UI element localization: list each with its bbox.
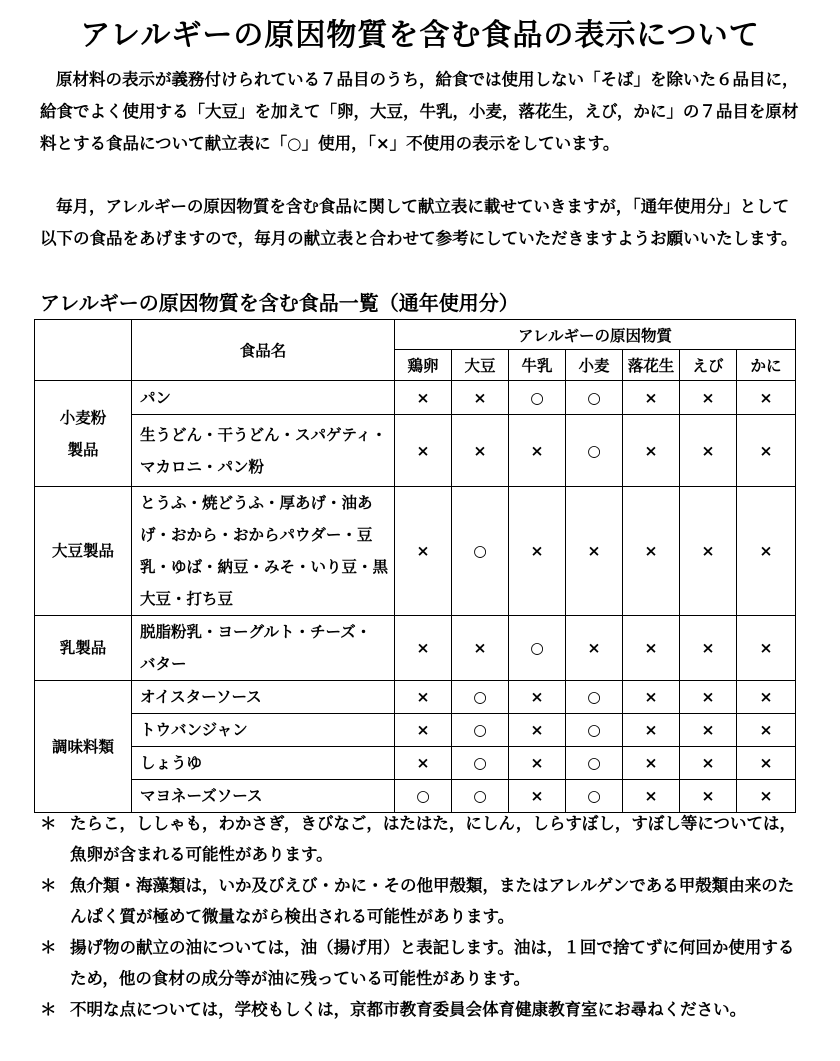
not-used-mark: × xyxy=(623,747,680,780)
food-name-cell: オイスターソース xyxy=(132,681,395,714)
not-used-mark: × xyxy=(737,381,796,415)
not-used-mark: × xyxy=(737,415,796,487)
not-used-mark: × xyxy=(680,381,737,415)
not-used-mark: × xyxy=(395,616,452,681)
category-cell: 小麦粉 製品 xyxy=(35,381,132,487)
food-name-cell: しょうゆ xyxy=(132,747,395,780)
not-used-mark: × xyxy=(737,747,796,780)
allergen-column-header: 落花生 xyxy=(623,350,680,381)
table-row xyxy=(35,616,796,681)
used-mark: ○ xyxy=(566,415,623,487)
not-used-mark: × xyxy=(737,487,796,616)
note-item xyxy=(40,994,802,1025)
not-used-mark: × xyxy=(623,415,680,487)
table-row xyxy=(35,381,796,415)
notes-list xyxy=(40,808,802,1025)
note-item xyxy=(40,932,802,994)
note-bullet: ＊ xyxy=(40,876,57,895)
used-mark: ○ xyxy=(566,381,623,415)
not-used-mark: × xyxy=(395,415,452,487)
food-name-cell: マヨネーズソース xyxy=(132,780,395,813)
note-bullet: ＊ xyxy=(40,814,57,833)
not-used-mark: × xyxy=(680,681,737,714)
not-used-mark: × xyxy=(680,780,737,813)
not-used-mark: × xyxy=(737,616,796,681)
used-mark: ○ xyxy=(509,381,566,415)
not-used-mark: × xyxy=(623,780,680,813)
note-text: たらこ，ししゃも，わかさぎ，きびなご，はたはた，にしん，しらすぼし，すぼし等については，魚卵が含まれる可能性があります。 xyxy=(70,814,796,864)
table-row xyxy=(35,415,796,487)
allergen-column-header: 鶏卵 xyxy=(395,350,452,381)
table-body xyxy=(35,381,796,813)
not-used-mark: × xyxy=(566,487,623,616)
not-used-mark: × xyxy=(623,616,680,681)
not-used-mark: × xyxy=(680,714,737,747)
not-used-mark: × xyxy=(680,415,737,487)
not-used-mark: × xyxy=(737,780,796,813)
food-name-cell: トウバンジャン xyxy=(132,714,395,747)
used-mark: ○ xyxy=(452,714,509,747)
not-used-mark: × xyxy=(509,714,566,747)
not-used-mark: × xyxy=(623,714,680,747)
not-used-mark: × xyxy=(452,415,509,487)
not-used-mark: × xyxy=(509,415,566,487)
allergen-column-header: 大豆 xyxy=(452,350,509,381)
allergen-table xyxy=(34,319,796,813)
note-bullet: ＊ xyxy=(40,938,57,957)
not-used-mark: × xyxy=(737,681,796,714)
not-used-mark: × xyxy=(509,681,566,714)
not-used-mark: × xyxy=(395,714,452,747)
not-used-mark: × xyxy=(680,747,737,780)
intro-paragraph-1: 原材料の表示が義務付けられている７品目のうち，給食では使用しない「そば」を除いた６品目に，給食でよく使用する「大豆」を加えて「卵，大豆，牛乳，小麦，落花生，えび，かに」の７品目を原材料とする食品について献立表に「○」使用，「×」不使用の表示をしています。 xyxy=(40,70,799,153)
note-item xyxy=(40,870,802,932)
not-used-mark: × xyxy=(395,487,452,616)
not-used-mark: × xyxy=(623,381,680,415)
not-used-mark: × xyxy=(509,747,566,780)
table-row xyxy=(35,714,796,747)
note-text: 不明な点については，学校もしくは，京都市教育委員会体育健康教育室にお尋ねください。 xyxy=(70,1000,747,1019)
not-used-mark: × xyxy=(623,487,680,616)
allergen-column-header: えび xyxy=(680,350,737,381)
not-used-mark: × xyxy=(452,616,509,681)
not-used-mark: × xyxy=(680,487,737,616)
note-item xyxy=(40,808,802,870)
not-used-mark: × xyxy=(680,616,737,681)
food-name-cell: とうふ・焼どうふ・厚あげ・油あ げ・おから・おからパウダー・豆 乳・ゆば・納豆・みそ・いり豆・黒 大豆・打ち豆 xyxy=(132,487,395,616)
not-used-mark: × xyxy=(395,681,452,714)
not-used-mark: × xyxy=(623,681,680,714)
note-text: 魚介類・海藻類は，いか及びえび・かに・その他甲殻類，またはアレルゲンである甲殻類由来のたんぱく質が極めて微量ながら検出される可能性があります。 xyxy=(70,876,795,926)
not-used-mark: × xyxy=(395,381,452,415)
category-cell: 調味料類 xyxy=(35,681,132,813)
document-title: アレルギーの原因物質を含む食品の表示について xyxy=(80,18,760,53)
food-name-header: 食品名 xyxy=(132,320,395,381)
used-mark: ○ xyxy=(566,714,623,747)
not-used-mark: × xyxy=(566,616,623,681)
note-bullet: ＊ xyxy=(40,1000,57,1019)
not-used-mark: × xyxy=(737,714,796,747)
allergen-column-header: 小麦 xyxy=(566,350,623,381)
category-cell: 乳製品 xyxy=(35,616,132,681)
food-name-cell: 生うどん・干うどん・スパゲティ・ マカロニ・パン粉 xyxy=(132,415,395,487)
table-title: アレルギーの原因物質を含む食品一覧（通年使用分） xyxy=(40,291,519,315)
category-cell: 大豆製品 xyxy=(35,487,132,616)
food-name-cell: パン xyxy=(132,381,395,415)
table-corner-cell xyxy=(35,320,132,381)
not-used-mark: × xyxy=(452,381,509,415)
intro-paragraph-2: 毎月，アレルギーの原因物質を含む食品に関して献立表に載せていきますが，「通年使用分」として以下の食品をあげますので，毎月の献立表と合わせて参考にしていただきますようお願いいたします。 xyxy=(40,197,798,248)
table-row xyxy=(35,487,796,616)
allergen-column-header: かに xyxy=(737,350,796,381)
note-text: 揚げ物の献立の油については，油（揚げ用）と表記します。油は，１回で捨てずに何回か使用するため，他の食材の成分等が油に残っている可能性があります。 xyxy=(70,938,795,988)
not-used-mark: × xyxy=(395,747,452,780)
allergen-header: アレルギーの原因物質 xyxy=(395,320,796,350)
used-mark: ○ xyxy=(566,780,623,813)
used-mark: ○ xyxy=(452,681,509,714)
used-mark: ○ xyxy=(452,487,509,616)
table-row xyxy=(35,747,796,780)
used-mark: ○ xyxy=(509,616,566,681)
used-mark: ○ xyxy=(566,747,623,780)
food-name-cell: 脱脂粉乳・ヨーグルト・チーズ・ バター xyxy=(132,616,395,681)
not-used-mark: × xyxy=(509,487,566,616)
used-mark: ○ xyxy=(452,747,509,780)
allergen-column-header: 牛乳 xyxy=(509,350,566,381)
used-mark: ○ xyxy=(566,681,623,714)
not-used-mark: × xyxy=(509,780,566,813)
table-row xyxy=(35,681,796,714)
used-mark: ○ xyxy=(395,780,452,813)
used-mark: ○ xyxy=(452,780,509,813)
